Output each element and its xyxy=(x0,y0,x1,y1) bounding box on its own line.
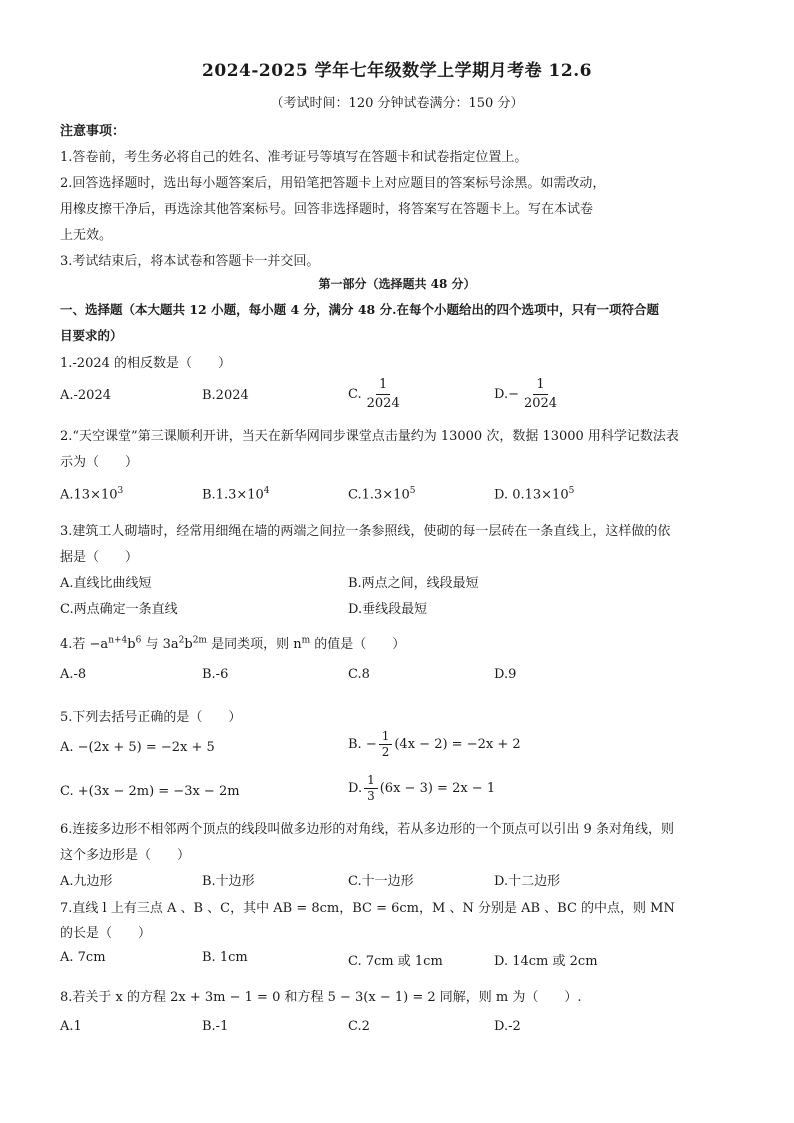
q4-exp3: 2 xyxy=(178,635,185,646)
q6-option-a: A.九边形 xyxy=(60,874,113,889)
q4-exp2: 6 xyxy=(135,635,142,646)
q1-d-fraction xyxy=(521,377,560,412)
q7-stem-b: 的长是（ ） xyxy=(60,926,152,941)
q3-option-c: C.两点确定一条直线 xyxy=(60,602,178,617)
notes-heading: 注意事项： xyxy=(60,124,126,139)
q4-option-a: A.-8 xyxy=(60,667,87,682)
q5-d-numerator: 1 xyxy=(364,774,378,789)
q4-stem-post: 的值是（ ） xyxy=(310,637,406,652)
q4-exp1: n+4 xyxy=(108,635,128,646)
q6-option-c: C.十一边形 xyxy=(348,874,414,889)
q2-a-text: A.13×10 xyxy=(60,487,118,503)
q1-c-label: C. xyxy=(348,387,362,402)
q5-b-pre: B. − xyxy=(348,737,377,752)
q3-option-a: A.直线比曲线短 xyxy=(60,576,152,591)
page-title: 2024-2025 学年七年级数学上学期月考卷 12.6 xyxy=(202,61,592,81)
q5-d-fraction xyxy=(364,774,378,803)
q4-option-b: B.-6 xyxy=(202,667,229,682)
q8-option-b: B.-1 xyxy=(202,1019,229,1034)
q1-c-numerator: 1 xyxy=(376,377,390,395)
q8-option-d: D.-2 xyxy=(494,1019,521,1034)
q3-stem-a: 3.建筑工人砌墙时，经常用细绳在墙的两端之间拉一条参照线，使砌的每一层砖在一条直线上，这样做的依 xyxy=(60,524,671,539)
q5-option-d xyxy=(348,774,495,803)
q2-option-c xyxy=(348,486,415,502)
note-2c: 上无效。 xyxy=(60,228,113,243)
q2-b-exponent: 4 xyxy=(263,486,270,496)
q2-stem-a: 2.“天空课堂”第三课顺利开讲，当天在新华网同步课堂点击量约为 13000 次，数据 13000 用科学记数法表 xyxy=(60,429,679,444)
q1-d-denominator: 2024 xyxy=(523,396,558,411)
q1-option-a: A.-2024 xyxy=(60,388,111,403)
q5-option-c: C. +(3x − 2m) = −3x − 2m xyxy=(60,784,240,799)
q4-mid4: 是同类项，则 n xyxy=(206,637,302,652)
q4-mid3: b xyxy=(184,637,193,652)
q1-option-d xyxy=(494,377,562,412)
q2-option-d xyxy=(494,486,574,502)
note-2a: 2.回答选择题时，选出每小题答案后，用铅笔把答题卡上对应题目的答案标号涂黑。如需改动， xyxy=(60,176,606,191)
q2-option-b xyxy=(202,486,270,502)
q5-b-post: (4x − 2) = −2x + 2 xyxy=(394,737,521,752)
q4-mid1: b xyxy=(127,637,136,652)
q7-option-c: C. 7cm 或 1cm xyxy=(348,954,443,969)
q6-option-d: D.十二边形 xyxy=(494,874,561,889)
q2-option-a xyxy=(60,486,123,502)
q4-mid2: 与 3a xyxy=(141,637,179,652)
q6-stem-b: 这个多边形是（ ） xyxy=(60,848,191,863)
q4-stem xyxy=(60,633,405,652)
q7-option-b: B. 1cm xyxy=(202,950,248,965)
q2-b-text: B.1.3×10 xyxy=(202,487,264,503)
q1-c-denominator: 2024 xyxy=(366,396,400,411)
q1-d-label: D.− xyxy=(494,387,519,402)
q1-option-c xyxy=(348,377,405,412)
q1-stem: 1.-2024 的相反数是（ ） xyxy=(60,356,232,371)
q3-option-d: D.垂线段最短 xyxy=(348,602,428,617)
q5-b-numerator: 1 xyxy=(379,730,393,745)
exam-subtitle: （考试时间：120 分钟试卷满分：150 分） xyxy=(270,96,524,111)
note-3: 3.考试结束后，将本试卷和答题卡一并交回。 xyxy=(60,254,320,269)
q3-option-b: B.两点之间，线段最短 xyxy=(348,576,479,591)
q7-option-a: A. 7cm xyxy=(60,950,106,965)
q2-d-exponent: 5 xyxy=(568,486,575,496)
q7-option-d: D. 14cm 或 2cm xyxy=(494,954,598,969)
q5-stem: 5.下列去括号正确的是（ ） xyxy=(60,710,242,725)
q4-option-d: D.9 xyxy=(494,667,517,682)
q6-stem-a: 6.连接多边形不相邻两个顶点的线段叫做多边形的对角线，若从多边形的一个顶点可以引出 9 条对角线，则 xyxy=(60,822,674,837)
q5-option-b xyxy=(348,730,521,759)
q2-c-exponent: 5 xyxy=(409,486,416,496)
q2-c-text: C.1.3×10 xyxy=(348,487,410,503)
q6-option-b: B.十边形 xyxy=(202,874,255,889)
q4-option-c: C.8 xyxy=(348,667,370,682)
q5-b-fraction xyxy=(379,730,393,759)
q2-stem-b: 示为（ ） xyxy=(60,455,139,470)
q5-d-denominator: 3 xyxy=(367,789,375,803)
q1-c-fraction xyxy=(364,377,403,412)
q2-d-text: D. 0.13×10 xyxy=(494,487,569,503)
q7-stem-a: 7.直线 l 上有三点 A 、B 、C，其中 AB = 8cm，BC = 6cm，M 、N 分别是 AB 、BC 的中点，则 MN xyxy=(60,901,675,916)
q1-option-b: B.2024 xyxy=(202,388,249,403)
q5-d-pre: D. xyxy=(348,781,363,796)
q8-option-c: C.2 xyxy=(348,1019,370,1034)
part-one-heading: 第一部分（选择题共 48 分） xyxy=(318,277,476,291)
q4-stem-pre: 4.若 −a xyxy=(60,637,109,652)
note-2b: 用橡皮擦干净后，再选涂其他答案标号。回答非选择题时，将答案写在答题卡上。写在本试卷 xyxy=(60,202,594,217)
q8-option-a: A.1 xyxy=(60,1019,82,1034)
q5-d-post: (6x − 3) = 2x − 1 xyxy=(379,781,496,796)
section-heading-a: 一、选择题（本大题共 12 小题，每小题 4 分，满分 48 分.在每个小题给出的四个选项中，只有一项符合题 xyxy=(60,302,659,317)
note-1: 1.答卷前，考生务必将自己的姓名、准考证号等填写在答题卡和试卷指定位置上。 xyxy=(60,150,528,165)
q2-a-exponent: 3 xyxy=(117,486,124,496)
q4-exp5: m xyxy=(301,635,311,646)
q4-exp4: 2m xyxy=(192,635,207,646)
q5-option-a: A. −(2x + 5) = −2x + 5 xyxy=(60,740,215,755)
q3-stem-b: 据是（ ） xyxy=(60,550,139,565)
section-heading-b: 目要求的） xyxy=(60,328,123,343)
q5-b-denominator: 2 xyxy=(381,745,390,759)
q1-d-numerator: 1 xyxy=(533,377,547,395)
q8-stem: 8.若关于 x 的方程 2x + 3m − 1 = 0 和方程 5 − 3(x − 1) = 2 同解，则 m 为（ ）. xyxy=(60,990,582,1005)
